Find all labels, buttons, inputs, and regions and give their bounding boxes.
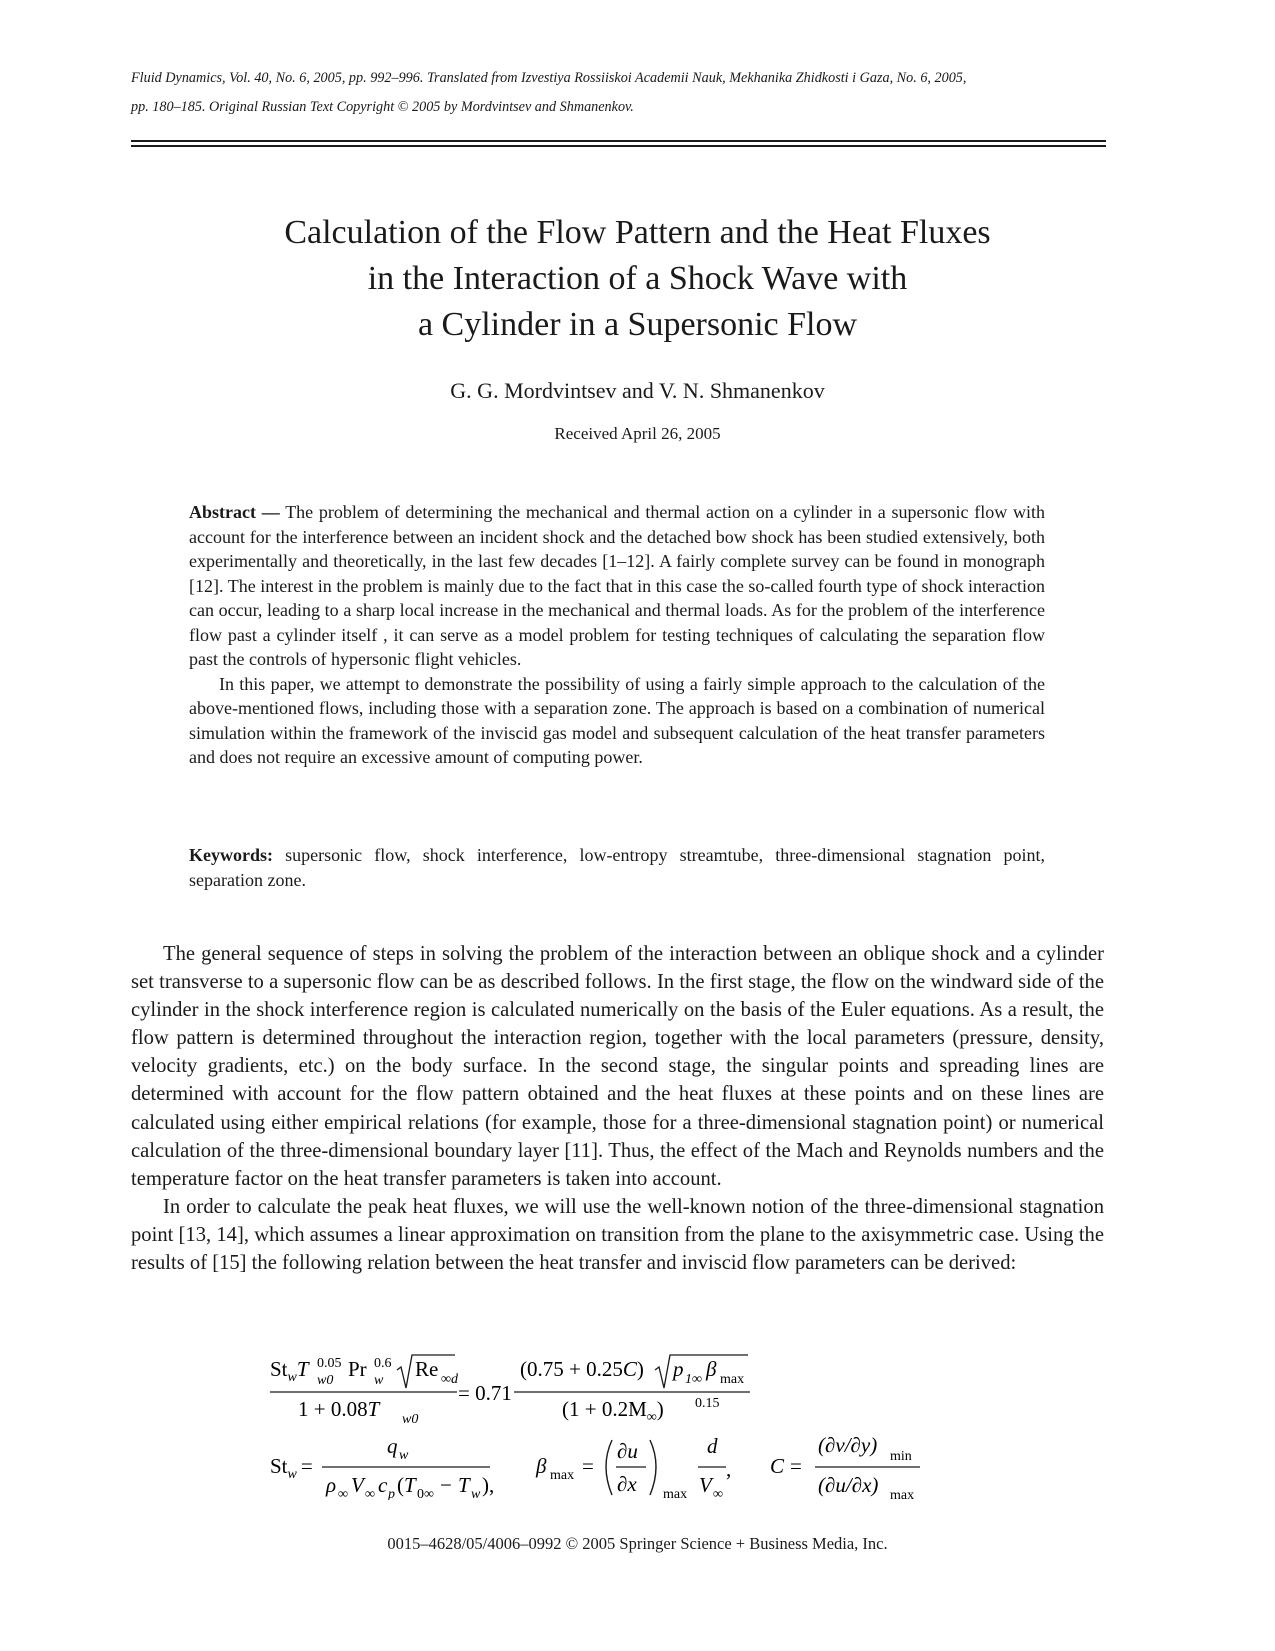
eq2-st: St [270, 1454, 288, 1478]
eq-p: p [673, 1357, 684, 1381]
eq3-d: d [707, 1434, 718, 1458]
eq-den-1-sub: w0 [402, 1412, 419, 1427]
eq3-eq: = [582, 1454, 594, 1478]
eq2-q: q [387, 1434, 398, 1458]
keywords-text: supersonic flow, shock interference, low-entropy streamtube, three-dimensional stagnation point, separation zone. [189, 845, 1046, 890]
eq4-den-sub: max [890, 1488, 915, 1500]
eq-p-sub: 1∞ [685, 1372, 702, 1387]
body-paragraph-1: The general sequence of steps in solving the problem of the interaction between an oblique shock and a cylinder set transverse to a supersonic flow can be as described follows. In the first stage, the flow on the windward side of the cylinder in the shock interference region is calculated numerically on the basis of the Euler equations. As a result, the flow pattern is determined throughout the interaction region, together with the local parameters (pressure, density, velocity gradients, etc.) on the body surface. In the second stage, the singular points and spreading lines are determined with account for the flow pattern obtained and the heat fluxes at these points and on these lines are calculated using either empirical relations (for example, those for a three-dimensional stagnation point) or numerical calculation of the three-dimensional boundary layer [11]. Thus, the effect of the Mach and Reynolds numbers and the temperature factor on the heat transfer parameters is taken into account. [131, 943, 1104, 1190]
eq-beta-sub: max [720, 1372, 745, 1387]
eq3-v: V [699, 1473, 712, 1497]
eq2-t0: T [404, 1473, 416, 1497]
eq-071: = 0.71 [458, 1381, 512, 1405]
svg-text:StwT [270, 1357, 310, 1385]
journal-header [131, 64, 1106, 122]
eq-num-2: (0.75 + 0.25 [520, 1357, 623, 1381]
svg-text:(1 + 0.2M∞) [562, 1397, 664, 1425]
eq2-q-sub: w [399, 1448, 409, 1463]
eq3-dx: ∂x [617, 1472, 637, 1496]
body-paragraph-2: In order to calculate the peak heat fluxes, we will use the well-known notion of the three-dimensional stagnation point [13, 14], which assumes a linear approximation on transition from the plane to the axisymmetric case. Using the results of [15] the following relation between the heat transfer and inviscid flow parameters can be derived: [131, 1195, 1104, 1275]
abstract-paragraph-2: In this paper, we attempt to demonstrate the possibility of using a fairly simple approach to the calculation of the above-mentioned flows, including those with a separation zone. The approach is based on a combination of numerical simulation within the framework of the inviscid gas model and subsequent calculation of the heat transfer parameters and does not require an excessive amount of computing power. [189, 673, 1045, 767]
svg-text:1 + 0.08T [298, 1397, 381, 1421]
eq4-num-sub: min [890, 1449, 912, 1464]
eq2-rho-sub: ∞ [338, 1487, 348, 1500]
eq-st: St [270, 1357, 288, 1381]
eq2-st-sub: w [287, 1467, 297, 1482]
svg-text:(0.75 + 0.25C) [520, 1357, 644, 1381]
eq-pr-exp: 0.6 [374, 1356, 392, 1371]
eq-den-1: 1 + 0.08 [298, 1397, 368, 1421]
eq4-c: C [770, 1454, 785, 1478]
eq-num-2-rp: ) [636, 1357, 644, 1381]
header-rule-top [131, 140, 1106, 142]
footer-copyright: 0015–4628/05/4006–0992 © 2005 Springer Science + Business Media, Inc. [387, 1534, 888, 1553]
title-line-3: a Cylinder in a Supersonic Flow [417, 306, 858, 343]
eq2-rp: ), [482, 1473, 495, 1497]
title-line-1: Calculation of the Flow Pattern and the Heat Fluxes [284, 214, 991, 251]
body-text [131, 940, 1104, 1277]
paper-title [131, 210, 1144, 348]
title-line-2: in the Interaction of a Shock Wave with [367, 260, 908, 297]
eq3-comma: , [726, 1457, 732, 1481]
eq3-left-paren [606, 1440, 612, 1495]
eq2-v-sub: ∞ [365, 1487, 375, 1500]
eq-num-2-c: C [622, 1357, 637, 1381]
eq-den-2-sub: ∞ [646, 1410, 657, 1425]
eq2-lp: ( [397, 1473, 404, 1497]
eq-t-exp: 0.05 [317, 1356, 342, 1371]
header-line-1: Fluid Dynamics, Vol. 40, No. 6, 2005, pp. 992–996. Translated from Izvestiya Rossiiskoi Academii Nauk, Mekhanika Zhidkosti i Gaza, No. 6, 2005, [131, 70, 967, 86]
eq-beta: β [706, 1357, 717, 1381]
eq-re: Re [415, 1357, 439, 1381]
eq-den-2: (1 + 0.2M [562, 1397, 647, 1421]
eq2-c: c [378, 1473, 388, 1497]
eq-den-2-rp: ) [656, 1397, 664, 1421]
header-line-2: pp. 180–185. Original Russian Text Copyright © 2005 by Mordvintsev and Shmanenkov. [131, 99, 634, 115]
abstract-label: Abstract — [189, 502, 280, 522]
abstract [189, 500, 1045, 770]
eq4-den: (∂u/∂x) [818, 1473, 879, 1497]
keywords [189, 843, 1045, 892]
eq3-v-sub: ∞ [713, 1487, 723, 1500]
eq-den-2-exp: 0.15 [695, 1396, 720, 1411]
eq2-c-sub: p [388, 1487, 395, 1500]
eq-t: T [296, 1357, 309, 1381]
equation-block [270, 1350, 1030, 1500]
eq2-eq: = [300, 1454, 313, 1478]
eq-pr-sub: w [374, 1373, 384, 1388]
eq4-eq: = [790, 1454, 802, 1478]
eq-st-sub: w [287, 1370, 297, 1385]
eq-den-1-t: T [367, 1397, 380, 1421]
eq3-right-paren [650, 1440, 656, 1495]
eq3-max: max [663, 1487, 688, 1500]
eq2-rho: ρ [326, 1473, 337, 1497]
keywords-label: Keywords: [189, 845, 273, 865]
eq4-num: (∂v/∂y) [818, 1433, 878, 1457]
eq2-tw: T [458, 1473, 470, 1497]
abstract-paragraph-1 [189, 500, 1045, 672]
received-date: Received April 26, 2005 [554, 424, 721, 443]
header-rule-bottom [131, 145, 1106, 147]
eq3-beta-sub: max [550, 1468, 575, 1483]
abstract-text-1: The problem of determining the mechanical and thermal action on a cylinder in a supersonic flow with account for the interference between an incident shock and the detached bow shock has been studied extensively, both experimentally and theoretically, in the last few decades [1–12]. A fairly complete survey can be found in monograph [12]. The interest in the problem is mainly due to the fact that in this case the so-called fourth type of shock interaction can occur, leading to a sharp local increase in the mechanical and thermal loads. As for the problem of the interference flow past a cylinder itself , it can serve as a model problem for testing techniques of calculating the separation flow past the controls of hypersonic flight vehicles. [189, 502, 1046, 669]
authors: G. G. Mordvintsev and V. N. Shmanenkov [450, 378, 825, 403]
eq3-beta: β [536, 1454, 547, 1478]
svg-text:Stw= [270, 1454, 313, 1482]
eq3-du: ∂u [617, 1439, 638, 1463]
eq-t-sub: w0 [317, 1373, 334, 1388]
eq-re-sub: ∞d [441, 1372, 458, 1387]
eq2-v: V [351, 1473, 364, 1497]
svg-text:C= [770, 1454, 802, 1478]
eq-pr: Pr [348, 1357, 367, 1381]
eq2-tw-sub: w [471, 1487, 481, 1500]
eq2-minus: − [440, 1473, 452, 1497]
eq2-t0-sub: 0∞ [417, 1487, 434, 1500]
